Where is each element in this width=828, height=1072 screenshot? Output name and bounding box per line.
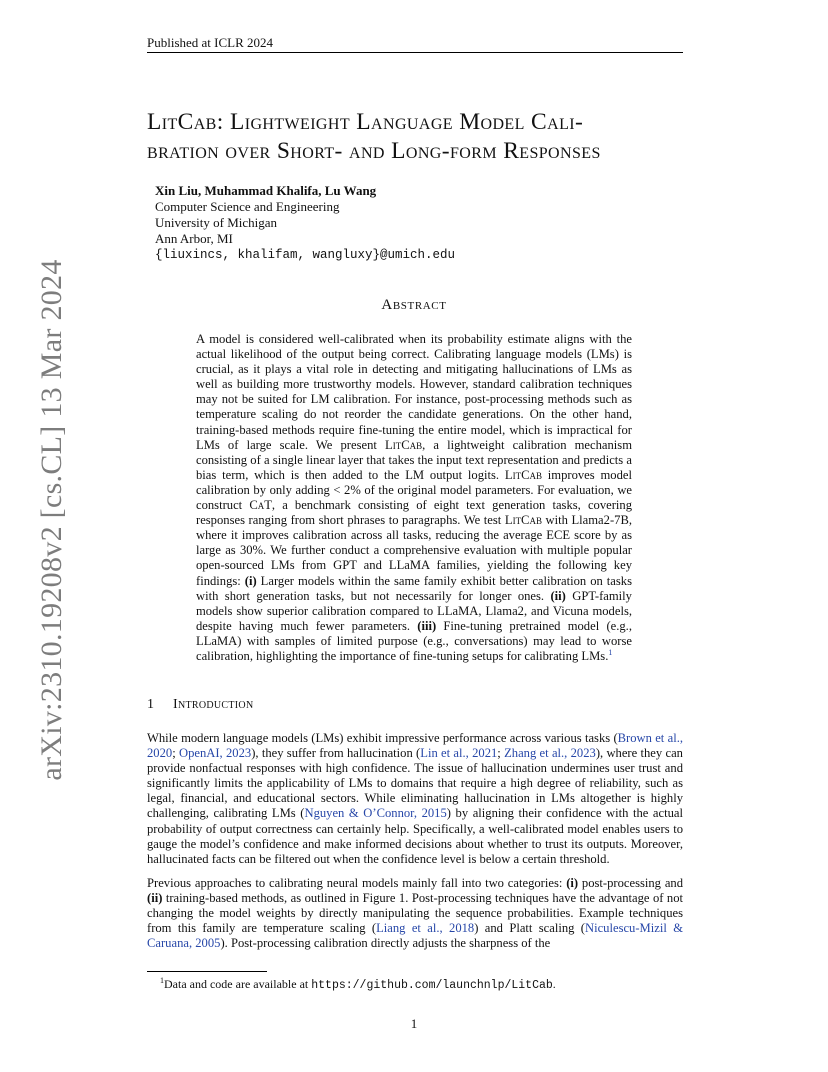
- title-line-2: bration over Short- and Long-form Responses: [147, 138, 601, 164]
- author-city: Ann Arbor, MI: [155, 231, 233, 246]
- citation-link[interactable]: Liang et al., 2018: [376, 921, 475, 936]
- abstract-heading: Abstract: [381, 297, 447, 313]
- section-heading: [147, 697, 253, 713]
- author-university: University of Michigan: [155, 215, 278, 230]
- footnote-url[interactable]: https://github.com/launchnlp/LitCab: [311, 979, 553, 992]
- citation-link[interactable]: OpenAI, 2023: [178, 746, 252, 761]
- footnote-text: Data and code are available at: [164, 977, 312, 991]
- author-department: Computer Science and Engineering: [155, 199, 340, 214]
- intro-text: ) and Platt scaling (: [474, 921, 585, 936]
- intro-text: ) by aligning their confidence with the actual probability of output correctness can certainly help. Specifically, a well-calibrated model enables users to gauge the model’s confidence and make informed decisions about whether to trust its outputs. Moreover, hallucinated facts can be filtered out when the confidence level is below a certain threshold.: [147, 806, 684, 866]
- arxiv-stamp: arXiv:2310.19208v2 [cs.CL] 13 Mar 2024: [35, 259, 68, 781]
- intro-text: post-processing and: [578, 875, 683, 890]
- cat-name: CaT: [249, 498, 272, 513]
- abstract-text-4: , a benchmark consisting of eight text generation tasks, covering responses ranging from short phrases to paragraphs. We test: [196, 498, 633, 528]
- abstract-text-2: , a lightweight calibration mechanism consisting of a single linear layer that takes the input text representation and predicts a bias term, which is then added to the LM output logits.: [196, 437, 632, 482]
- section-number: 1: [147, 697, 155, 712]
- citation-link[interactable]: Lin et al., 2021: [420, 746, 498, 761]
- abstract-text-3: improves model calibration by only adding < 2% of the original model parameters. For evaluation, we construct: [196, 467, 632, 513]
- intro-text: Previous approaches to calibrating neural models mainly fall into two categories:: [147, 875, 567, 890]
- footnote-rule: [147, 971, 267, 972]
- category-label: (ii): [147, 890, 163, 905]
- abstract-text-1: A model is considered well-calibrated when its probability estimate aligns with the actual likelihood of the output being correct. Calibrating language models (LMs) is crucial, as it plays a vital role in detecting and mitigating hallucinations of LMs as well as building more trustworthy models. However, standard calibration techniques may not be suited for LM calibration. For instance, post-processing methods such as temperature scaling do not reorder the candidate generations. On the other hand, training-based methods require fine-tuning the entire model, which is impractical for LMs of large scale. We present: [196, 332, 632, 452]
- title-line-1: LitCab: Lightweight Language Model Cali-: [147, 109, 584, 135]
- litcab-name: LitCab: [504, 513, 542, 528]
- header-rule: [147, 52, 683, 53]
- intro-text: While modern language models (LMs) exhibit impressive performance across various tasks (: [147, 731, 618, 745]
- category-label: (i): [566, 875, 579, 890]
- author-block: [155, 183, 455, 263]
- litcab-name: LitCab: [504, 467, 542, 482]
- intro-text: ), they suffer from hallucination (: [251, 746, 421, 761]
- page-number: 1: [410, 1016, 418, 1031]
- citation-link[interactable]: Niculescu-Mizil & Caruana, 2005: [147, 921, 683, 951]
- author-email: {liuxincs, khalifam, wangluxy}@umich.edu: [155, 248, 456, 262]
- finding-3: Fine-tuning pretrained model (e.g., LLaMA) with samples of limited purpose (e.g., conversations) may lead to worse calibration, highlighting the importance of fine-tuning setups for calibrating LMs.: [196, 618, 632, 663]
- litcab-name: LitCab: [385, 437, 423, 452]
- finding-2: GPT-family models show superior calibration compared to LLaMA, Llama2, and Vicuna models, despite having much fewer parameters.: [196, 588, 632, 633]
- intro-text: ;: [497, 746, 505, 761]
- footnote-number: 1: [160, 976, 164, 985]
- intro-text: ), where they can provide nonfactual responses with high confidence. The issue of hallucination undermines user trust and significantly limits the applicability of LMs to domains that require a high degree of reliability, such as legal, financial, and educational sectors. While eliminating hallucination in LMs altogether is highly challenging, calibrating LMs (: [147, 746, 683, 821]
- intro-text: training-based methods, as outlined in Figure 1. Post-processing techniques have the advantage of not changing the model weights by directly manipulating the sequence probabilities. Example techniques from this family are temperature scaling (: [147, 890, 683, 936]
- footnote-end: .: [552, 977, 556, 991]
- finding-label-1: (i): [244, 573, 257, 588]
- author-names: Xin Liu, Muhammad Khalifa, Lu Wang: [155, 183, 377, 198]
- section-title: Introduction: [173, 697, 254, 712]
- paper-title: [147, 108, 687, 166]
- intro-text: ). Post-processing calibration directly adjusts the sharpness of the: [220, 936, 551, 951]
- finding-1: Larger models within the same family exhibit better calibration on tasks with short generation tasks, but not necessarily for longer ones.: [196, 573, 632, 603]
- abstract-body: [196, 332, 632, 664]
- running-head: Published at ICLR 2024: [147, 35, 274, 50]
- intro-paragraph-2: [147, 876, 683, 951]
- finding-label-2: (ii): [550, 588, 566, 603]
- intro-paragraph-1: [147, 731, 683, 867]
- finding-label-3: (iii): [417, 618, 437, 633]
- citation-link[interactable]: Brown et al., 2020: [147, 731, 683, 761]
- abstract-text-5: with Llama2-7B, where it improves calibration across all tasks, reducing the average ECE score by as large as 30%. We further conduct a comprehensive evaluation with multiple popular open-sourced LMs from GPT and LLaMA families, yielding the following key findings:: [196, 513, 632, 588]
- introduction-body: [147, 731, 683, 960]
- footnote: [160, 977, 556, 992]
- citation-link[interactable]: Zhang et al., 2023: [504, 746, 596, 761]
- intro-text: ;: [172, 746, 179, 761]
- footnote-marker-link[interactable]: 1: [608, 647, 613, 657]
- citation-link[interactable]: Nguyen & O’Connor, 2015: [304, 806, 447, 821]
